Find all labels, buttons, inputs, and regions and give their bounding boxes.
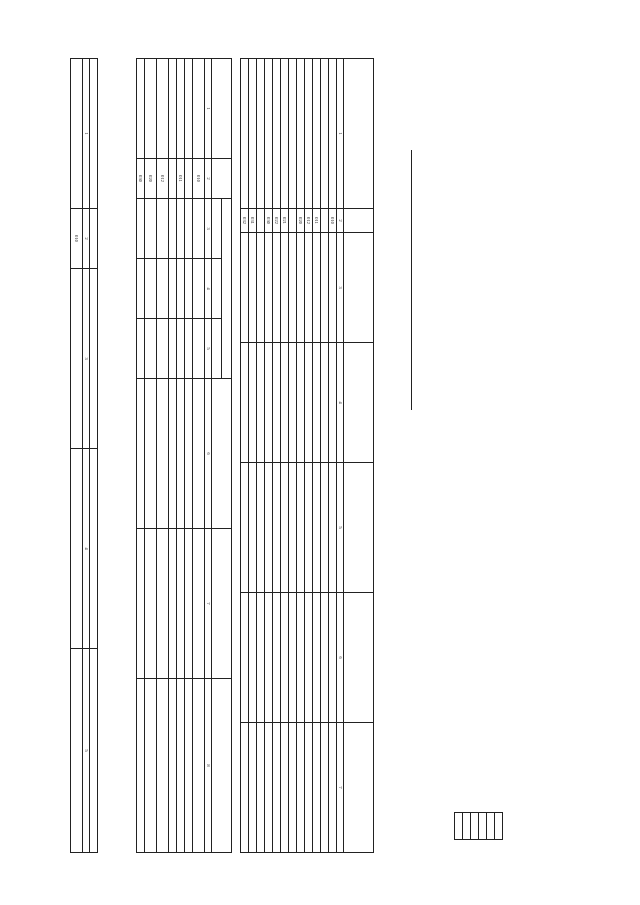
s13-idx-3: 3 bbox=[83, 269, 90, 449]
table-row bbox=[185, 59, 193, 853]
s12-row-code: 010 bbox=[193, 159, 205, 199]
code-value-3 bbox=[471, 813, 479, 840]
s12-col-5 bbox=[212, 319, 222, 379]
s12-col-8 bbox=[212, 679, 232, 853]
code-value-1 bbox=[487, 813, 495, 840]
s12-idx-5: 5 bbox=[205, 319, 212, 379]
s1-row-code bbox=[257, 209, 265, 233]
s1-idx-6: 6 bbox=[337, 593, 344, 723]
s13-idx-2: 2 bbox=[83, 209, 90, 269]
s1-idx-3: 3 bbox=[337, 233, 344, 343]
s13-row-code: 010 bbox=[71, 209, 83, 269]
table-row bbox=[321, 59, 329, 853]
table-row bbox=[249, 59, 257, 853]
table-row bbox=[157, 59, 169, 853]
table-row bbox=[297, 59, 305, 853]
s13-col-code bbox=[90, 209, 98, 269]
s13-idx-1: 1 bbox=[83, 59, 90, 209]
table-row bbox=[137, 59, 145, 853]
s12-idx-7: 7 bbox=[205, 529, 212, 679]
section1-table bbox=[240, 58, 374, 853]
s12-row-name bbox=[137, 59, 145, 159]
s12-row-name bbox=[169, 59, 177, 159]
table-row bbox=[313, 59, 321, 853]
s13-col-5 bbox=[90, 649, 98, 853]
s1-row-name bbox=[289, 59, 297, 209]
s1-row-name bbox=[241, 59, 249, 209]
s12-row-code bbox=[169, 159, 177, 199]
s13-row-name bbox=[71, 59, 83, 209]
s1-row-code: 020 bbox=[297, 209, 305, 233]
s1-idx-5: 5 bbox=[337, 463, 344, 593]
s13-idx-4: 4 bbox=[83, 449, 90, 649]
s1-idx-4: 4 bbox=[337, 343, 344, 463]
s12-row-code: 020 bbox=[145, 159, 157, 199]
s12-col-6 bbox=[212, 379, 232, 529]
table-row bbox=[241, 59, 249, 853]
s1-row-name bbox=[273, 59, 281, 209]
s13-col-3 bbox=[90, 269, 98, 449]
s12-col-7 bbox=[212, 529, 232, 679]
s12-row-name bbox=[177, 59, 185, 159]
s1-row-name bbox=[305, 59, 313, 209]
table-row bbox=[145, 59, 157, 853]
s1-row-code bbox=[289, 209, 297, 233]
code-value-2 bbox=[479, 813, 487, 840]
s1-col-6 bbox=[344, 593, 374, 723]
s12-row-code: 030 bbox=[137, 159, 145, 199]
s1-idx-1: 1 bbox=[337, 59, 344, 209]
s13-index-row bbox=[83, 59, 90, 853]
s1-col-3 bbox=[344, 233, 374, 343]
section12-table bbox=[136, 58, 232, 853]
org-underline bbox=[411, 150, 412, 410]
s12-col-name bbox=[212, 59, 232, 159]
s1-row-code: 011 bbox=[313, 209, 321, 233]
s1-row-code: 030 bbox=[265, 209, 273, 233]
s1-col-name bbox=[344, 59, 374, 209]
s12-row-code: 012 bbox=[157, 159, 169, 199]
s1-row-name bbox=[281, 59, 289, 209]
s12-index-row bbox=[205, 59, 212, 853]
s1-idx-2: 2 bbox=[337, 209, 344, 233]
table-row bbox=[193, 59, 205, 853]
s1-row-name bbox=[321, 59, 329, 209]
table-row bbox=[273, 59, 281, 853]
s12-idx-1: 1 bbox=[205, 59, 212, 159]
s12-row-code: 011 bbox=[177, 159, 185, 199]
table-row bbox=[281, 59, 289, 853]
s1-col-code bbox=[344, 209, 374, 233]
s12-idx-4: 4 bbox=[205, 259, 212, 319]
table-row bbox=[169, 59, 177, 853]
s12-idx-6: 6 bbox=[205, 379, 212, 529]
s12-row-code bbox=[185, 159, 193, 199]
s12-col-group1 bbox=[222, 199, 232, 379]
s1-col-4 bbox=[344, 343, 374, 463]
s12-col-3 bbox=[212, 199, 222, 259]
s1-row-name bbox=[313, 59, 321, 209]
s12-row-name bbox=[157, 59, 169, 159]
s1-row-code: 022 bbox=[273, 209, 281, 233]
s12-col-code bbox=[212, 159, 232, 199]
s1-row-code: 021 bbox=[281, 209, 289, 233]
table-row bbox=[71, 59, 83, 853]
s1-row-name bbox=[257, 59, 265, 209]
s12-row-name bbox=[145, 59, 157, 159]
s1-col-7 bbox=[344, 723, 374, 853]
table-row bbox=[329, 59, 337, 853]
document-sheet bbox=[50, 40, 610, 860]
s1-row-code bbox=[321, 209, 329, 233]
code-value-4 bbox=[463, 813, 471, 840]
section13-table bbox=[70, 58, 98, 853]
s1-col-5 bbox=[344, 463, 374, 593]
s12-row-name bbox=[193, 59, 205, 159]
table-row bbox=[265, 59, 273, 853]
s1-row-name bbox=[297, 59, 305, 209]
s12-row-name bbox=[185, 59, 193, 159]
s13-idx-5: 5 bbox=[83, 649, 90, 853]
s1-row-name bbox=[265, 59, 273, 209]
s1-row-code: 012 bbox=[305, 209, 313, 233]
code-value-5 bbox=[455, 813, 463, 840]
s1-row-code: 032 bbox=[241, 209, 249, 233]
table-row bbox=[305, 59, 313, 853]
table-row bbox=[289, 59, 297, 853]
s1-row-name bbox=[249, 59, 257, 209]
table-row bbox=[177, 59, 185, 853]
s12-idx-8: 8 bbox=[205, 679, 212, 853]
s1-idx-7: 7 bbox=[337, 723, 344, 853]
s1-row-name bbox=[329, 59, 337, 209]
appendix-block bbox=[586, 600, 600, 850]
table-row bbox=[257, 59, 265, 853]
s1-row-code: 031 bbox=[249, 209, 257, 233]
s1-row-code: 010 bbox=[329, 209, 337, 233]
s13-col-name bbox=[90, 59, 98, 209]
codes-grid bbox=[454, 812, 503, 840]
code-value-0 bbox=[495, 813, 503, 840]
s12-idx-2: 2 bbox=[205, 159, 212, 199]
s12-col-4 bbox=[212, 259, 222, 319]
s1-index-row bbox=[337, 59, 344, 853]
s12-idx-3: 3 bbox=[205, 199, 212, 259]
s13-col-4 bbox=[90, 449, 98, 649]
